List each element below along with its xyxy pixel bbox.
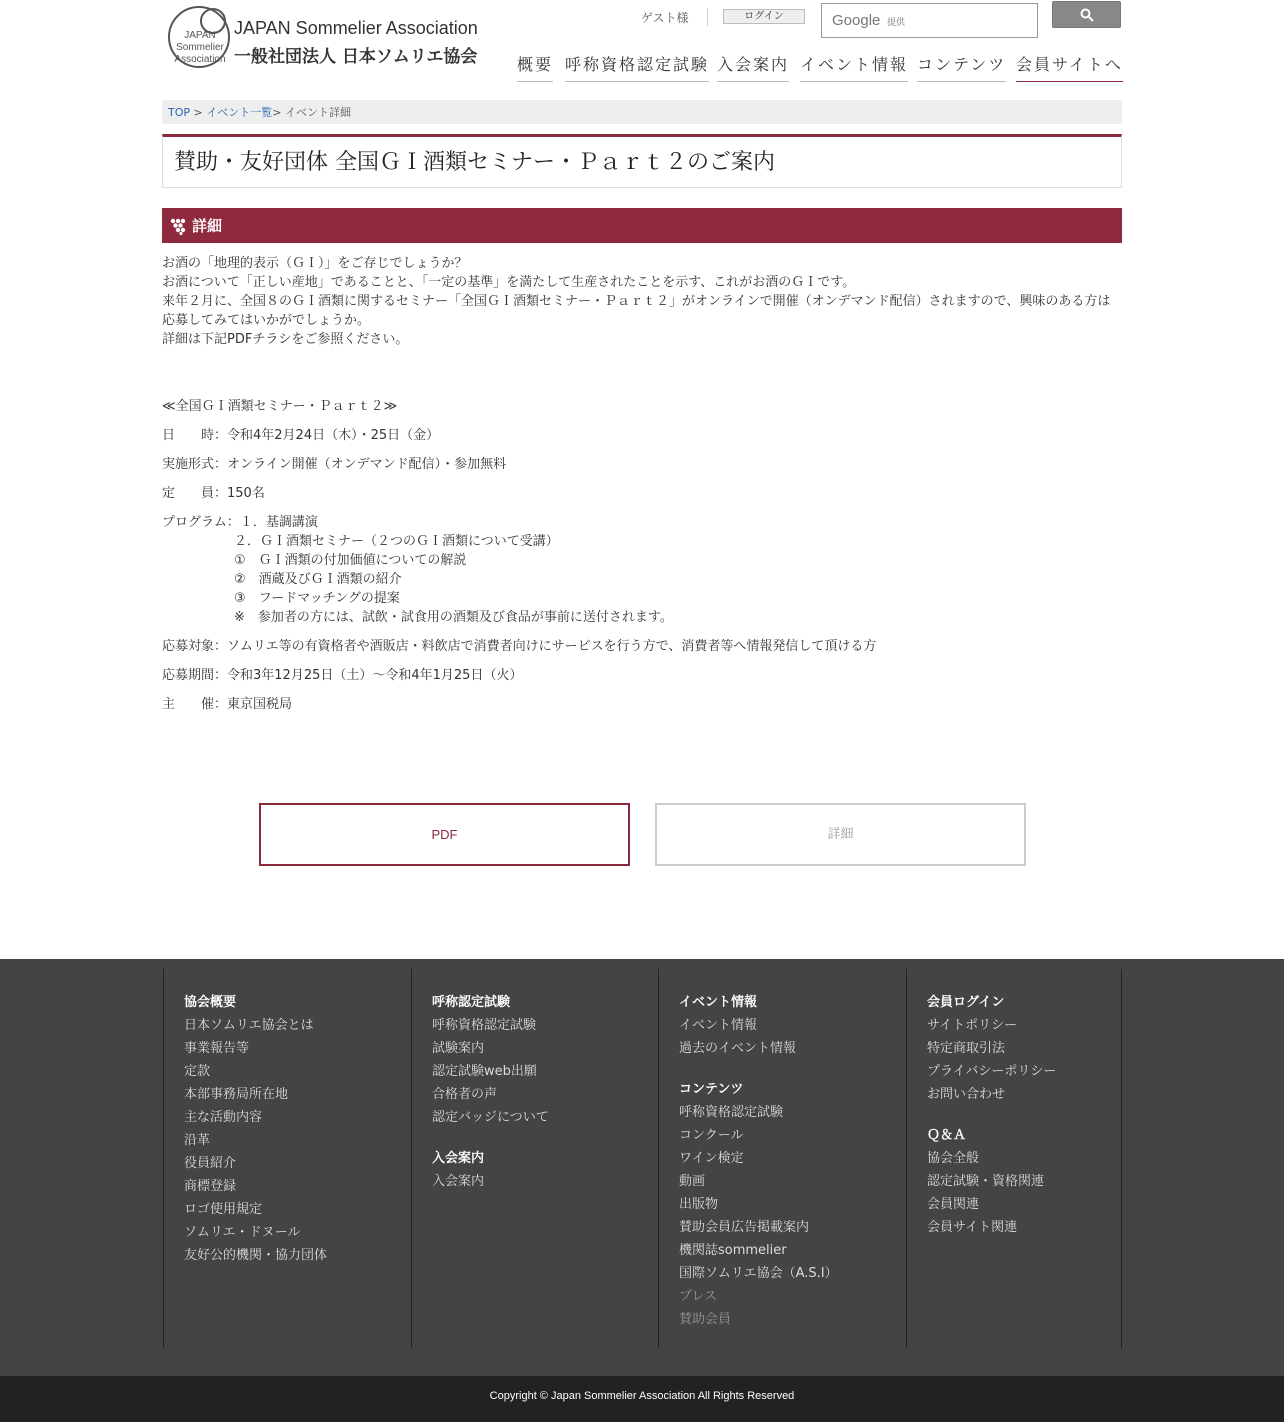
grape-icon: [169, 217, 187, 235]
header-divider: [707, 8, 708, 26]
breadcrumb-top-link[interactable]: TOP: [168, 106, 191, 119]
footer-heading[interactable]: 協会概要: [184, 995, 237, 1010]
logo-english-name: JAPAN Sommelier Association: [234, 18, 478, 38]
search-icon: [1080, 8, 1094, 22]
nav-member-site[interactable]: 会員サイトへ: [1016, 52, 1123, 82]
intro-line: お酒について「正しい産地」であることと、「一定の基準」を満たして生産されたことを示す、これがお酒のＧＩです。: [162, 275, 856, 290]
event-capacity: 定 員：150名: [162, 486, 265, 501]
intro-line: お酒の「地理的表示（ＧＩ）」をご存じでしょうか？: [162, 256, 468, 271]
event-date: 日 時：令和4年2月24日（木）・25日（金）: [162, 428, 440, 443]
event-format: 実施形式：オンライン開催（オンデマンド配信）・参加無料: [162, 457, 507, 472]
footer-link[interactable]: 呼称資格認定試験: [432, 1018, 537, 1033]
footer-link[interactable]: 友好公的機関・協力団体: [184, 1248, 328, 1263]
footer: [0, 959, 1284, 1376]
footer-link[interactable]: お問い合わせ: [927, 1087, 1006, 1102]
footer-link[interactable]: 過去のイベント情報: [679, 1041, 797, 1056]
footer-link[interactable]: イベント情報: [679, 1018, 758, 1033]
footer-link[interactable]: 本部事務局所在地: [184, 1087, 289, 1102]
footer-heading[interactable]: コンテンツ: [679, 1082, 744, 1097]
breadcrumb-current: イベント詳細: [284, 106, 351, 119]
program-line: ※ 参加者の方には、試飲・試食用の酒類及び食品が事前に送付されます。: [234, 610, 673, 625]
program-heading: プログラム：１．基調講演: [162, 515, 318, 530]
nav-certification-exam[interactable]: 呼称資格認定試験: [565, 52, 709, 82]
footer-link[interactable]: 試験案内: [432, 1041, 485, 1056]
footer-link[interactable]: 賛助会員: [679, 1312, 732, 1327]
footer-link[interactable]: 会員サイト関連: [927, 1220, 1018, 1235]
footer-link[interactable]: 商標登録: [184, 1179, 237, 1194]
program-line: ２．ＧＩ酒類セミナー（２つのＧＩ酒類について受講）: [234, 534, 559, 549]
breadcrumb-separator: >: [272, 106, 285, 119]
footer-link[interactable]: 沿革: [184, 1133, 211, 1148]
footer-heading[interactable]: Ｑ＆Ａ: [927, 1128, 967, 1143]
footer-link[interactable]: 呼称資格認定試験: [679, 1105, 784, 1120]
program-line: ③ フードマッチングの提案: [234, 591, 400, 606]
logo-small-text-1: JAPAN: [184, 30, 216, 41]
footer-link[interactable]: 協会全般: [927, 1151, 980, 1166]
seminar-title: ≪全国ＧＩ酒類セミナー・Ｐａｒｔ２≫: [162, 399, 398, 414]
footer-link[interactable]: 機関誌sommelier: [679, 1243, 787, 1258]
footer-link[interactable]: ソムリエ・ドヌール: [184, 1225, 301, 1240]
search-button[interactable]: [1052, 1, 1121, 28]
footer-heading[interactable]: 呼称認定試験: [432, 995, 511, 1010]
pdf-button[interactable]: PDF: [259, 803, 630, 866]
nav-contents[interactable]: コンテンツ: [917, 52, 1006, 82]
breadcrumb: [162, 100, 1122, 124]
footer-link[interactable]: 入会案内: [432, 1174, 485, 1189]
application-period: 応募期間：令和3年12月25日（土）～令和4年1月25日（火）: [162, 668, 523, 683]
site-logo[interactable]: [168, 6, 478, 72]
footer-link[interactable]: 国際ソムリエ協会（A.S.I）: [679, 1266, 838, 1281]
footer-link[interactable]: 認定試験・資格関連: [927, 1174, 1045, 1189]
footer-heading[interactable]: 入会案内: [432, 1151, 485, 1166]
program-line: ① ＧＩ酒類の付加価値についての解説: [234, 553, 467, 568]
footer-link[interactable]: 合格者の声: [432, 1087, 498, 1102]
section-title: 詳細: [192, 217, 223, 235]
footer-link[interactable]: 定款: [184, 1064, 211, 1079]
organizer: 主 催：東京国税局: [162, 697, 293, 712]
footer-heading[interactable]: イベント情報: [679, 995, 758, 1010]
logo-small-text-2: Sommelier: [176, 42, 224, 53]
footer-link[interactable]: 会員関連: [927, 1197, 980, 1212]
footer-link[interactable]: 賛助会員広告掲載案内: [679, 1220, 810, 1235]
footer-link[interactable]: プレス: [679, 1289, 718, 1304]
footer-link[interactable]: サイトポリシー: [927, 1018, 1018, 1033]
footer-link[interactable]: 主な活動内容: [184, 1110, 263, 1125]
footer-link[interactable]: コンクール: [679, 1128, 744, 1143]
page-title-box: [162, 134, 1122, 188]
footer-link[interactable]: 役員紹介: [184, 1156, 237, 1171]
logo-small-text-3: Association: [174, 54, 226, 65]
search-input[interactable]: [821, 3, 1038, 38]
nav-events[interactable]: イベント情報: [800, 52, 908, 82]
footer-link[interactable]: 認定バッジについて: [432, 1110, 549, 1125]
footer-link[interactable]: 認定試験web出願: [432, 1064, 537, 1079]
login-button[interactable]: ログイン: [723, 9, 805, 24]
detail-button[interactable]: 詳細: [655, 803, 1026, 866]
intro-line: 詳細は下記PDFチラシをご参照ください。: [162, 332, 409, 347]
intro-line: 応募してみてはいかがでしょうか。: [162, 313, 371, 328]
copyright: Copyright © Japan Sommelier Association All Rights Reserved: [0, 1376, 1284, 1422]
footer-link[interactable]: 出版物: [679, 1197, 719, 1212]
footer-heading[interactable]: 会員ログイン: [927, 995, 1005, 1010]
footer-column-member: [906, 969, 1122, 1348]
footer-link[interactable]: 日本ソムリエ協会とは: [184, 1018, 314, 1033]
breadcrumb-separator: >: [190, 106, 207, 119]
google-brand-label: Google: [832, 12, 881, 29]
breadcrumb-events-link[interactable]: イベント一覧: [206, 106, 273, 119]
footer-column-exam: [411, 969, 658, 1348]
footer-link[interactable]: 動画: [679, 1174, 706, 1189]
guest-label: ゲスト様: [641, 11, 689, 25]
page-title: 賛助・友好団体 全国ＧＩ酒類セミナー・Ｐａｒｔ２のご案内: [174, 150, 775, 175]
intro-line: 来年２月に、全国８のＧＩ酒類に関するセミナー「全国ＧＩ酒類セミナー・Ｐａｒｔ２」がオンラインで開催（オンデマンド配信）されますので、興味のある方は: [162, 294, 1111, 309]
footer-link[interactable]: ロゴ使用規定: [184, 1202, 263, 1217]
footer-link[interactable]: 事業報告等: [184, 1041, 250, 1056]
nav-overview[interactable]: 概要: [517, 52, 553, 82]
program-line: ② 酒蔵及びＧＩ酒類の紹介: [234, 572, 402, 587]
nav-membership[interactable]: 入会案内: [717, 52, 789, 82]
logo-japanese-name: 一般社団法人 日本ソムリエ協会: [234, 47, 478, 67]
application-target: 応募対象：ソムリエ等の有資格者や酒販店・料飲店で消費者向けにサービスを行う方で、消費者等へ情報発信して頂ける方: [162, 639, 877, 654]
footer-column-events: [658, 969, 906, 1348]
footer-link[interactable]: ワイン検定: [679, 1151, 744, 1166]
footer-link[interactable]: プライバシーポリシー: [927, 1064, 1057, 1079]
event-detail-content: [162, 254, 1122, 714]
footer-link[interactable]: 特定商取引法: [927, 1041, 1006, 1056]
footer-column-about: [163, 969, 411, 1348]
search-provided-label: 提供: [887, 18, 906, 28]
section-header: [162, 208, 1122, 243]
